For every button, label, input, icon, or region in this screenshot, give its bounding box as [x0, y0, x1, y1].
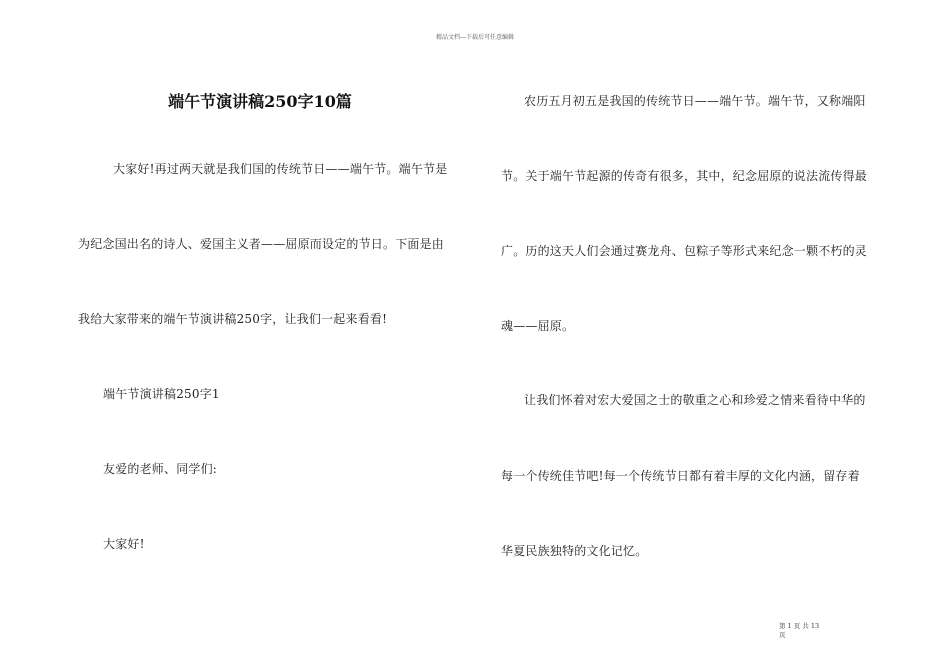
right-paragraph-line: 节。关于端午节起源的传奇有很多，其中，纪念屈原的说法流传得最	[501, 169, 868, 183]
greeting: 大家好!	[103, 537, 145, 551]
page-header: 精品文档---下载后可任意编辑	[435, 34, 515, 41]
right-paragraph-line: 魂——屈原。	[501, 319, 575, 333]
page-footer	[779, 622, 819, 640]
right-paragraph-line: 每一个传统佳节吧!每一个传统节日都有着丰厚的文化内涵，留存着	[501, 469, 860, 483]
right-paragraph-line: 让我们怀着对宏大爱国之士的敬重之心和珍爱之情来看待中华的	[524, 393, 866, 407]
right-paragraph-line: 广。历的这天人们会通过赛龙舟、包粽子等形式来纪念一颗不朽的灵	[501, 244, 868, 258]
left-paragraph-line: 大家好!再过两天就是我们国的传统节日——端午节。端午节是	[113, 162, 448, 176]
left-paragraph-line: 我给大家带来的端午节演讲稿250字，让我们一起来看看!	[78, 312, 388, 326]
left-paragraph-line: 为纪念国出名的诗人、爱国主义者——屈原而设定的节日。下面是由	[78, 237, 445, 251]
document-title: 端午节演讲稿250字10篇	[168, 92, 352, 111]
page-number-suffix: 页	[779, 631, 786, 639]
page-number: 第 1 页 共 13	[779, 622, 820, 630]
section-heading: 端午节演讲稿250字1	[103, 387, 220, 401]
right-paragraph-line: 华夏民族独特的文化记忆。	[501, 544, 648, 558]
salutation: 友爱的老师、同学们:	[103, 462, 218, 476]
right-paragraph-line: 农历五月初五是我国的传统节日——端午节。端午节，又称端阳	[524, 94, 866, 108]
